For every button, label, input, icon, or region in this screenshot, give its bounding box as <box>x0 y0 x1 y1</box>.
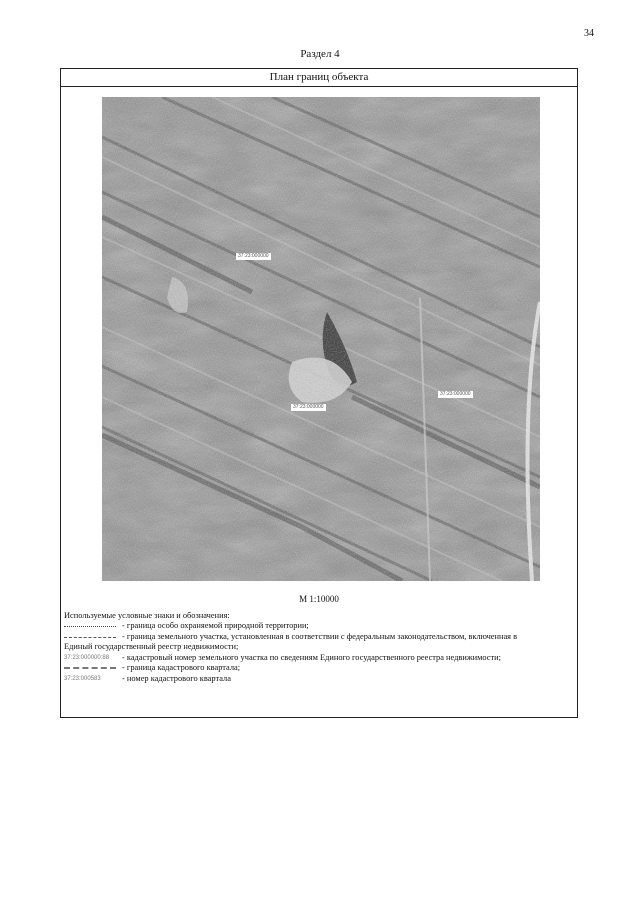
map-scale: М 1:10000 <box>299 594 339 604</box>
frame-title: План границ объекта <box>61 69 577 87</box>
aerial-map <box>102 97 540 581</box>
legend <box>64 611 572 684</box>
aerial-photo <box>102 97 540 581</box>
map-label-quarter-right: 37:23:000000 <box>440 391 471 397</box>
quarter-number-code: 37:23:000583 <box>64 675 101 682</box>
legend-parcel-number-text: - кадастровый номер земельного участка по сведениям Единого государственного реестра недвижимости; <box>122 653 501 662</box>
parcel-number-code: 37:23:000000:88 <box>64 654 110 661</box>
oopt-boundary-symbol <box>64 621 122 631</box>
legend-item-parcel-boundary <box>64 632 572 643</box>
map-label-quarter-top: 37:23:000000 <box>238 253 269 259</box>
parcel-boundary-symbol <box>64 632 122 642</box>
legend-title: Используемые условные знаки и обозначения: <box>64 611 230 620</box>
plan-frame <box>60 68 578 718</box>
quarter-boundary-symbol <box>64 663 122 673</box>
legend-parcel-boundary-continuation: Единый государственный реестр недвижимости; <box>64 642 239 652</box>
legend-quarter-number-text: - номер кадастрового квартала <box>122 674 231 684</box>
legend-item-quarter-number <box>64 674 572 685</box>
section-title: Раздел 4 <box>300 48 340 60</box>
legend-item-quarter-boundary <box>64 663 572 674</box>
legend-item-parcel-number <box>64 653 572 664</box>
legend-oopt-text: - граница особо охраняемой природной территории; <box>122 621 309 631</box>
legend-parcel-boundary-text: - граница земельного участка, установленная в соответствии с федеральным законодательством, включенная в <box>122 632 518 642</box>
page-number: 34 <box>584 28 594 39</box>
map-label-parcel: 37:23:000000 <box>293 404 324 410</box>
legend-item-oopt <box>64 621 572 632</box>
legend-quarter-boundary-text: - граница кадастрового квартала; <box>122 663 241 673</box>
